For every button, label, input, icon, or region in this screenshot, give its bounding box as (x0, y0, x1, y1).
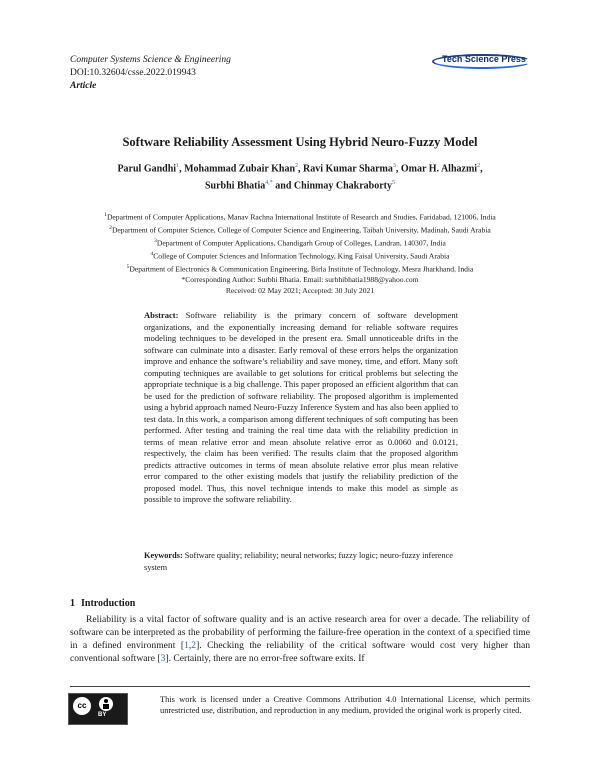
intro-text: ]. Certainly, there are no error-free software exits. If (165, 653, 365, 664)
keywords-label: Keywords: (144, 551, 183, 560)
affiliation-text: College of Computer Sciences and Information Technology, King Faisal University, Saudi Arabia (153, 251, 450, 261)
keywords (144, 550, 458, 573)
author: Omar H. Alhazmi (400, 163, 478, 175)
keywords-text: Software quality; reliability; neural networks; fuzzy logic; neuro-fuzzy inference system (144, 551, 453, 572)
by-label: BY (98, 712, 107, 718)
author: Ravi Kumar Sharma (303, 163, 393, 175)
affiliation-number: 5 (126, 264, 130, 271)
intro-paragraph (70, 613, 530, 665)
author: Parul Gandhi (117, 163, 177, 175)
affiliations (40, 210, 560, 296)
journal-name: Computer Systems Science & Engineering (70, 55, 231, 65)
author-affil-ref[interactable]: 2 (295, 163, 299, 169)
license-text: This work is licensed under a Creative Commons Attribution 4.0 International License, which permits unrestricted use, distribution, and reproduction in any medium, provided the original work is properly cited. (160, 695, 530, 715)
affiliation (40, 236, 560, 249)
footer-divider (70, 686, 530, 687)
section-number: 1 (70, 598, 75, 609)
attribution-person-icon (99, 697, 113, 711)
abstract (144, 310, 458, 506)
citation-separator: , (188, 640, 192, 651)
cc-by-license-badge[interactable] (68, 693, 128, 725)
author-list (60, 159, 540, 194)
author-affil-ref[interactable]: 3 (392, 163, 396, 169)
author-separator: , (298, 163, 304, 175)
affiliation (40, 210, 560, 223)
author-affil-ref[interactable]: 4,* (265, 180, 273, 187)
intro-text: Reliability is a vital factor of software quality and is an active research area for over a decade. The reliability of software can be interpreted as the probability of performing the failure-free operation in the context of a specified time in a defined environment [ (70, 614, 530, 651)
citation-link[interactable]: 1 (184, 640, 189, 651)
affiliation-text: Department of Computer Applications, Manav Rachna International Institute of Research and Studies, Faridabad, 121006, India (106, 212, 496, 222)
author: Chinmay Chakraborty (293, 180, 392, 192)
affiliation (40, 223, 560, 236)
affiliation-text: Department of Computer Applications, Chandigarh Group of Colleges, Landran, 140307, India (156, 238, 446, 248)
affiliation-text: Department of Computer Science, College of Computer Science and Engineering, Taibah University, Madinah, Saudi Arabia (111, 225, 491, 235)
paper-title: Software Reliability Assessment Using Hybrid Neuro-Fuzzy Model (122, 135, 478, 149)
intro-text: ]. Checking the reliability of the critical software would cost very higher than conventional software [ (70, 640, 530, 664)
affiliation-text: Department of Electronics & Communication Engineering, Birla Institute of Technology, Mesra Jharkhand, India (129, 264, 474, 274)
section-title: Introduction (81, 598, 136, 609)
received-accepted-dates: Received: 02 May 2021; Accepted: 30 July 2021 (225, 285, 375, 295)
publisher-logo (432, 52, 532, 67)
affiliation-number: 3 (154, 238, 157, 245)
creative-commons-icon: cc (73, 697, 91, 715)
author: Surbhi Bhatia (204, 180, 266, 192)
abstract-text: Software reliability is the primary concern of software development organizations, and the exponentially increasing demand for reliable software requires modeling techniques to be developed in the present era. Small unnoticeable drifts in the software can culminate into a disaster. Early removal of these errors helps the organization improve and enhance the software’s reliability and save money, time, and effort. Many soft computing techniques are available to get solutions for critical problems but selecting the appropriate technique is a big challenge. This paper proposed an efficient algorithm that can be used for the prediction of software reliability. The proposed algorithm is implemented using a hybrid approach named Neuro-Fuzzy Inference System and has also been applied to test data. In this work, a comparison among different techniques of soft computing has been performed. After testing and training the real time data with the reliability prediction in terms of mean relative error and mean absolute relative error as 0.0060 and 0.0121, respectively, the claim has been verified. The results claim that the proposed algorithm predicts attractive outcomes in terms of mean absolute relative error plus mean relative error compared to the other existing models that justify the reliability prediction of the proposed model. Thus, this novel technique intends to make this model as simple as possible to improve the software reliability. (144, 310, 459, 504)
author-affil-ref[interactable]: 5 (392, 180, 395, 187)
affiliation-number: 4 (150, 251, 154, 258)
citation-link[interactable]: 3 (160, 653, 166, 664)
affiliation-number: 2 (109, 225, 112, 232)
corresponding-author: *Corresponding Author: Surbhi Bhatia. Email: surbhibhatia1988@yahoo.com (181, 275, 419, 285)
author-affil-ref[interactable]: 2 (477, 163, 481, 169)
person-body-shape (103, 704, 109, 709)
abstract-label: Abstract: (144, 310, 179, 320)
affiliation (40, 262, 560, 275)
publisher-logo-text: Tech Science Press (442, 54, 526, 64)
section-heading (70, 598, 135, 609)
author: Mohammad Zubair Khan (184, 163, 296, 175)
doi: DOI:10.32604/csse.2022.019943 (70, 68, 196, 78)
author-affil-ref[interactable]: 1 (176, 163, 180, 169)
affiliation (40, 249, 560, 262)
article-type: Article (70, 81, 97, 91)
author-separator: , (395, 163, 401, 175)
citation-link[interactable]: 2 (191, 640, 197, 651)
author-separator: and (272, 180, 294, 192)
affiliation-number: 1 (104, 212, 107, 218)
person-head-shape (104, 699, 108, 703)
author-separator: , (480, 163, 483, 175)
author-separator: , (179, 163, 185, 175)
